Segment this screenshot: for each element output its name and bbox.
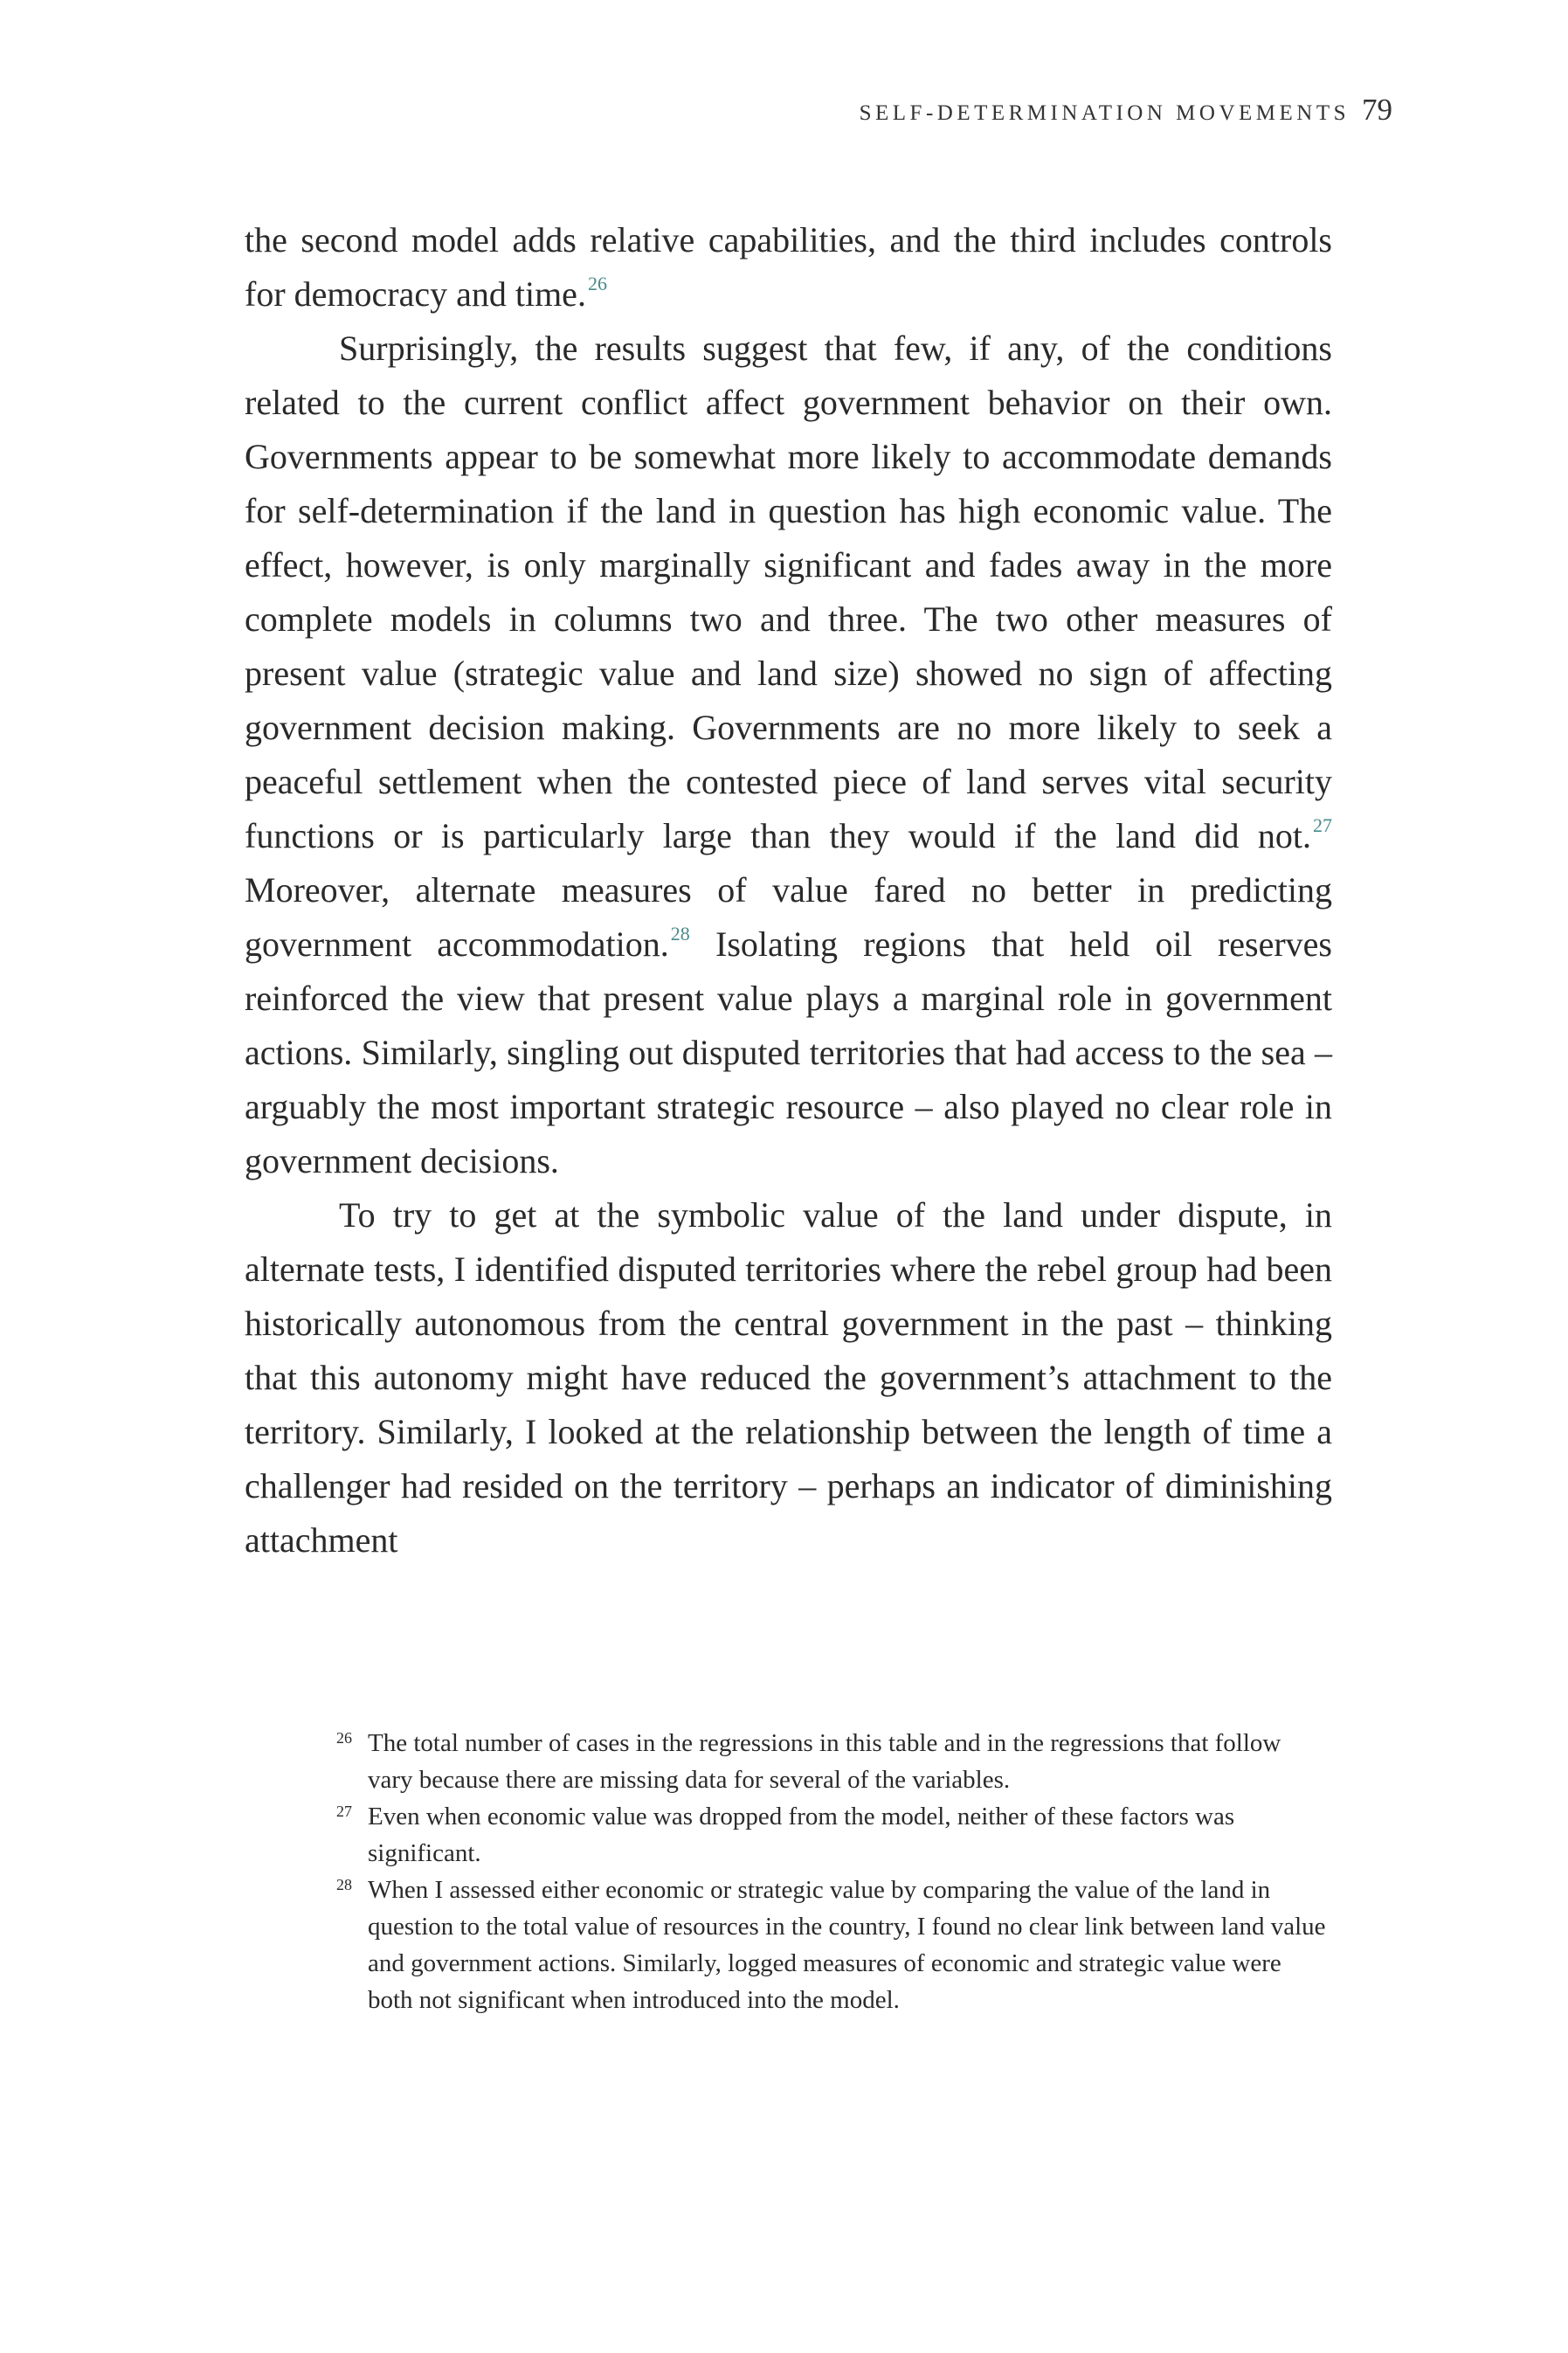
- paragraph: [245, 1188, 1332, 1568]
- paragraph-text: Moreover, alternate measures of value fared no better in predicting government accommodation.: [245, 870, 1332, 964]
- footnote-28: [336, 1872, 1328, 2018]
- footnote-ref-28[interactable]: 28: [670, 923, 690, 945]
- footnote-ref-26[interactable]: 26: [587, 273, 607, 294]
- footnote-26: [336, 1725, 1328, 1798]
- footnote-number: 28: [336, 1876, 352, 1893]
- paragraph-text: Isolating regions that held oil reserves reinforced the view that present value plays a marginal role in government actions. Similarly, singling out disputed territories that had access to the sea – arguably the most important strategic resource – also played no clear role in government decisions.: [245, 924, 1333, 1180]
- page-number: 79: [1362, 93, 1392, 127]
- footnote-number: 27: [336, 1803, 352, 1820]
- footnote-text: When I assessed either economic or strategic value by comparing the value of the land in question to the total value of resources in the country, I found no clear link between land value and government actions. Similarly, logged measures of economic and strategic value were both not significant when introduced into the model.: [368, 1876, 1326, 2014]
- paragraph: [245, 213, 1332, 322]
- body-text: [245, 213, 1332, 1568]
- paragraph-text: the second model adds relative capabilities, and the third includes controls for democracy and time.: [245, 220, 1332, 314]
- footnote-ref-27[interactable]: 27: [1313, 814, 1332, 836]
- footnote-text: Even when economic value was dropped from the model, neither of these factors was significant.: [368, 1803, 1235, 1867]
- paragraph-text: To try to get at the symbolic value of the land under dispute, in alternate tests, I identified disputed territories where the rebel group had been historically autonomous from the central government in the past – thinking that this autonomy might have reduced the government’s attachment to the territory. Similarly, I looked at the relationship between the length of time a challenger had resided on the territory – perhaps an indicator of diminishing attachment: [245, 1195, 1332, 1560]
- running-head-title: SELF-DETERMINATION MOVEMENTS: [859, 101, 1350, 125]
- footnotes: [336, 1725, 1328, 2018]
- footnote-27: [336, 1798, 1328, 1872]
- running-head: [860, 93, 1392, 128]
- paragraph: [245, 322, 1332, 1188]
- paragraph-text: Surprisingly, the results suggest that few, if any, of the conditions related to the current conflict affect government behavior on their own. Governments appear to be somewhat more likely to accommodate demands for self-determination if the land in question has high economic value. The effect, however, is only marginally significant and fades away in the more complete models in columns two and three. The two other measures of present value (strategic value and land size) showed no sign of affecting government decision making. Governments are no more likely to seek a peaceful settlement when the contested piece of land serves vital security functions or is particularly large than they would if the land did not.: [245, 329, 1332, 855]
- footnote-number: 26: [336, 1729, 352, 1747]
- footnote-text: The total number of cases in the regressions in this table and in the regressions that follow vary because there are missing data for several of the variables.: [368, 1729, 1281, 1794]
